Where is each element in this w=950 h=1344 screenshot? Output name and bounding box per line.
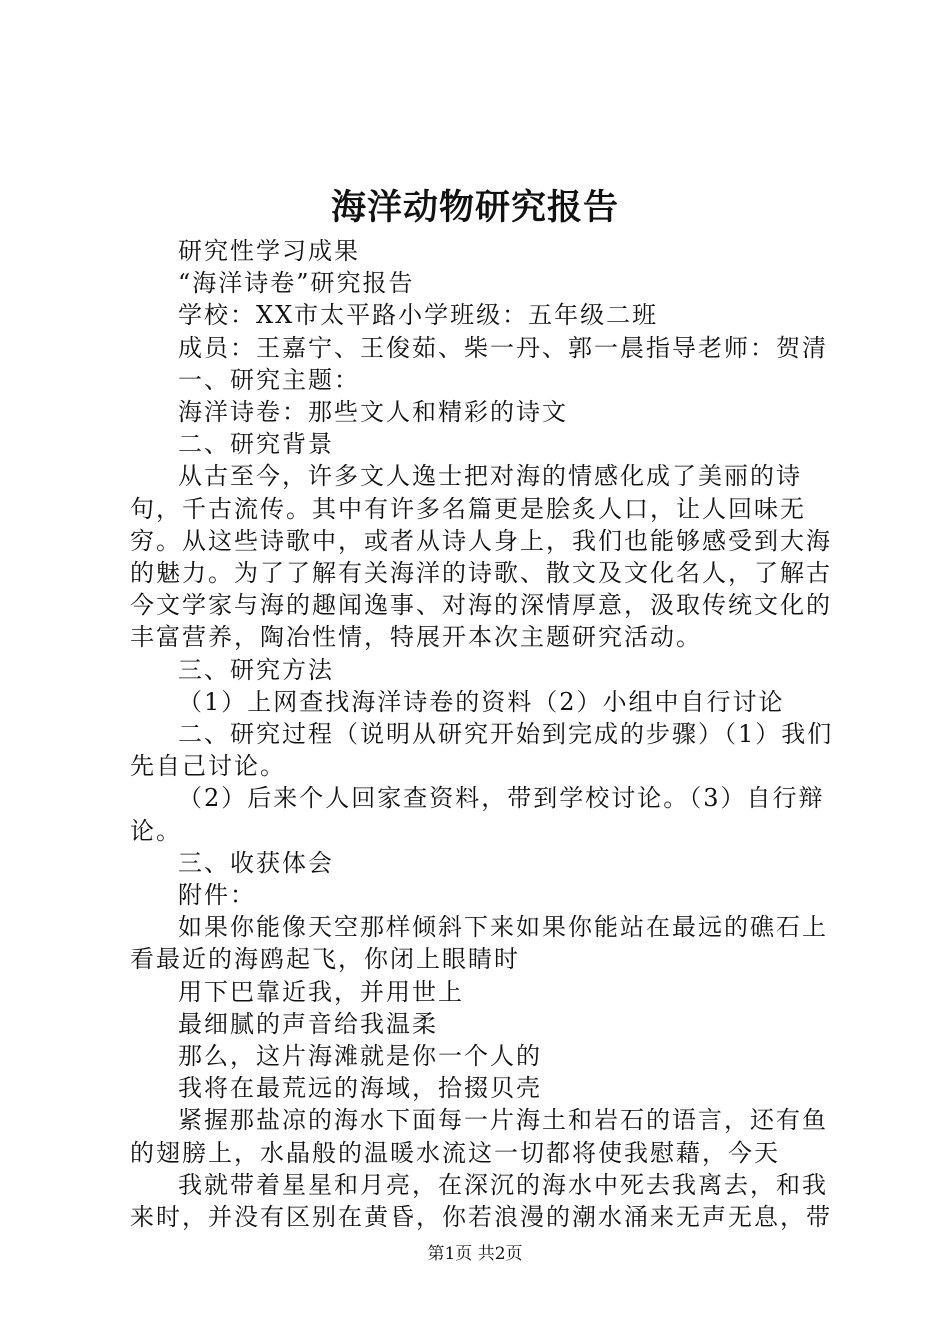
page-footer: 第1页 共2页 bbox=[427, 1244, 523, 1264]
poem-line: 用下巴靠近我，并用世上 bbox=[178, 977, 464, 1006]
paragraph-school: 学校：XX市太平路小学班级：五年级二班 bbox=[178, 301, 659, 330]
paragraph-report-name: “海洋诗卷”研究报告 bbox=[178, 269, 415, 298]
poem-line: 我将在最荒远的海域，拾掇贝壳 bbox=[178, 1074, 542, 1103]
poem-line: 如果你能像天空那样倾斜下来如果你能站在最远的礁石上看最近的海鸥起飞，你闭上眼睛时 bbox=[130, 913, 828, 974]
poem-line: 那么，这片海滩就是你一个人的 bbox=[178, 1042, 542, 1071]
document-body bbox=[130, 235, 835, 1233]
paragraph-process-steps: （2）后来个人回家查资料，带到学校讨论。（3）自行辩论。 bbox=[130, 784, 825, 845]
heading-background: 二、研究背景 bbox=[178, 430, 334, 459]
heading-gains: 三、收获体会 bbox=[178, 848, 334, 877]
heading-method: 三、研究方法 bbox=[178, 655, 334, 684]
poem-line: 紧握那盐凉的海水下面每一片海土和岩石的语言，还有鱼的翅膀上，水晶般的温暖水流这一切都将使我慰藉，今天 bbox=[130, 1106, 828, 1167]
poem-line: 最细腻的声音给我温柔 bbox=[178, 1009, 438, 1038]
heading-attachment: 附件： bbox=[178, 881, 256, 910]
poem-line: 我就带着星星和月亮，在深沉的海水中死去我离去，和我来时，并没有区别在黄昏，你若浪漫的潮水涌来无声无息，带 bbox=[130, 1170, 832, 1232]
paragraph-background: 从古至今，许多文人逸士把对海的情感化成了美丽的诗句，千古流传。其中有许多名篇更是脍炙人口，让人回味无穷。从这些诗歌中，或者从诗人身上，我们也能够感受到大海的魅力。为了了解有关海洋的诗歌、散文及文化名人，了解古今文学家与海的趣闻逸事、对海的深情厚意，汲取传统文化的丰富营养，陶冶性情，特展开本次主题研究活动。 bbox=[130, 462, 832, 652]
paragraph-process: 二、研究过程（说明从研究开始到完成的步骤）（1）我们先自己讨论。 bbox=[130, 720, 834, 781]
paragraph-subtitle: 研究性学习成果 bbox=[178, 237, 360, 265]
paragraph-topic: 海洋诗卷：那些文人和精彩的诗文 bbox=[178, 398, 568, 427]
document-title: 海洋动物研究报告 bbox=[330, 187, 619, 228]
paragraph-members: 成员：王嘉宁、王俊茹、柴一丹、郭一晨指导老师：贺清 bbox=[178, 333, 828, 362]
paragraph-method: （1）上网查找海洋诗卷的资料（2）小组中自行讨论 bbox=[178, 687, 785, 716]
heading-research-topic: 一、研究主题： bbox=[178, 365, 360, 394]
